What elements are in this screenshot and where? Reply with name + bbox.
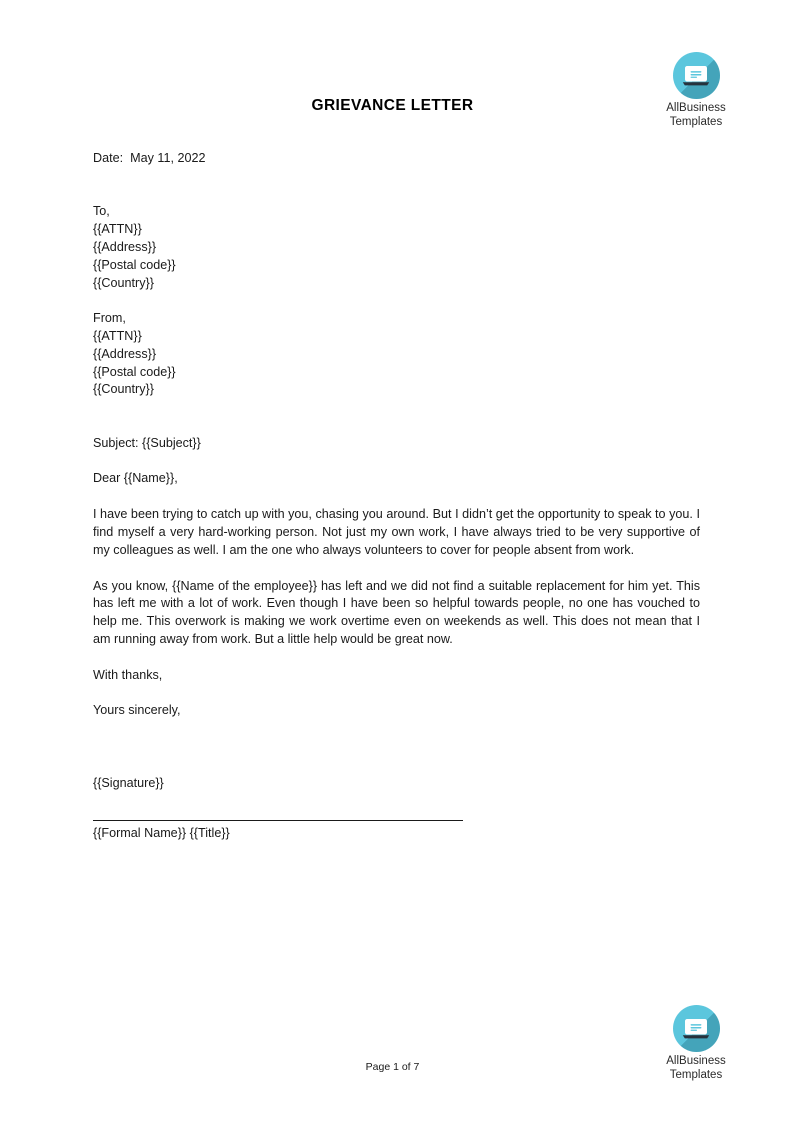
spacer: [93, 488, 700, 506]
spacer: [93, 186, 700, 204]
spacer: [93, 793, 700, 820]
spacer: [93, 399, 700, 417]
signature-placeholder: {{Signature}}: [93, 776, 164, 791]
spacer: [93, 292, 700, 310]
body-paragraph-1: I have been trying to catch up with you, chasing you around. But I didn’t get the opportunity to speak to you. I find myself a very hard-working person. Not just my own work, I have always tried to be very supportive of my colleagues as well. I am the one who always volunteers to cover for people absent from work.: [93, 507, 700, 557]
brand-logo-header: [648, 52, 744, 129]
to-heading: To,: [93, 204, 110, 219]
page-title: GRIEVANCE LETTER: [311, 97, 474, 114]
logo-text-line1: AllBusiness: [666, 102, 726, 114]
to-line: {{Postal code}}: [93, 257, 176, 272]
letter-body: [93, 150, 700, 843]
to-line: {{Address}}: [93, 239, 157, 254]
salutation: Dear {{Name}},: [93, 471, 178, 486]
to-line: {{Country}}: [93, 275, 154, 290]
laptop-icon: [673, 1005, 720, 1052]
logo-text-line2: Templates: [669, 1068, 723, 1081]
closing-thanks: With thanks,: [93, 667, 163, 682]
spacer: [93, 560, 700, 578]
date-line: Date: May 11, 2022: [93, 151, 206, 165]
spacer: [93, 417, 700, 435]
page-indicator: Page 1 of 7: [365, 1061, 420, 1073]
spacer: [93, 649, 700, 667]
signatory-line: {{Formal Name}} {{Title}}: [93, 825, 230, 840]
logo-text-line1: AllBusiness: [666, 1055, 726, 1067]
body-paragraph-2: As you know, {{Name of the employee}} has left and we did not find a suitable replacement for him yet. This has left me with a lot of work. Even though I have been so helpful towards people, no one has vouched to help me. This overwork is making we work overtime even on weekends as well. This does not mean that I am running away from work. But a little help would be great now.: [93, 578, 700, 646]
closing-sincerely: Yours sincerely,: [93, 703, 181, 718]
from-line: {{Postal code}}: [93, 364, 176, 379]
logo-text-line2: Templates: [669, 115, 723, 128]
signature-rule: [93, 820, 463, 821]
laptop-icon: [673, 52, 720, 99]
spacer: [93, 168, 700, 186]
subject-line: Subject: {{Subject}}: [93, 435, 201, 450]
to-line: {{ATTN}}: [93, 222, 142, 237]
from-line: {{Address}}: [93, 346, 157, 361]
from-line: {{ATTN}}: [93, 328, 142, 343]
spacer: [93, 685, 700, 703]
signature-space: [93, 720, 700, 775]
from-line: {{Country}}: [93, 382, 154, 397]
spacer: [93, 453, 700, 471]
from-heading: From,: [93, 311, 126, 326]
